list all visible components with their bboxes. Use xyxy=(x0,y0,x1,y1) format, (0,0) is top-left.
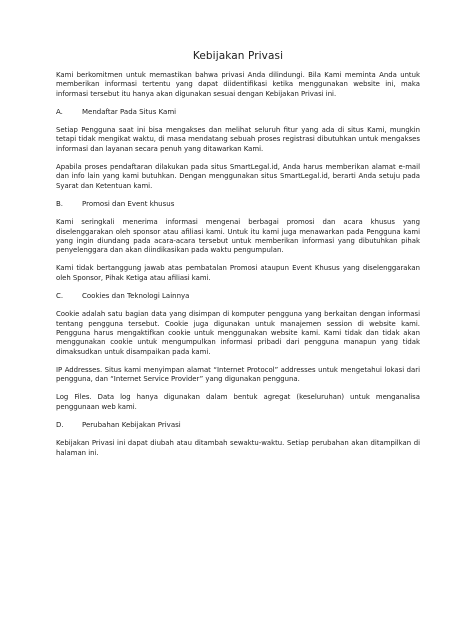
page-title: Kebijakan Privasi xyxy=(192,50,284,62)
section-title: Mendaftar Pada Situs Kami xyxy=(82,107,177,116)
section-title: Cookies dan Teknologi Lainnya xyxy=(82,292,190,301)
section-c-paragraph-1: Cookie adalah satu bagian data yang disimpan di komputer pengguna yang berkaitan dengan informasi tentang pengguna tersebut. Cookie juga digunakan untuk manajemen session di website kami. Pengguna harus mengaktifkan cookie untuk menggunakan website kami. Kami tidak dan tidak akan menggunakan cookie untuk mengumpulkan informasi pribadi dari pengguna manapun yang tidak dimaksudkan untuk disampaikan pada kami. xyxy=(56,310,420,356)
section-letter: D. xyxy=(56,421,64,430)
section-b-paragraph-1: Kami seringkali menerima informasi mengenai berbagai promosi dan acara khusus yang diselenggarakan oleh sponsor atau afiliasi kami. Untuk itu kami juga menawarkan pada Pengguna kami yang ingin diundang pada acara-acara tersebut untuk memberikan informasi yang dibutuhkan pihak penyelenggara dan akan diindikasikan pada waktu pengumpulan. xyxy=(56,218,420,255)
section-heading-a xyxy=(56,108,420,117)
section-letter: A. xyxy=(56,107,63,116)
section-title: Promosi dan Event khusus xyxy=(82,199,175,208)
section-c-paragraph-3: Log Files. Data log hanya digunakan dalam bentuk agregat (keseluruhan) untuk menganalisa penggunaan web kami. xyxy=(56,393,420,411)
section-b-paragraph-2: Kami tidak bertanggung jawab atas pembatalan Promosi ataupun Event Khusus yang diselenggarakan oleh Sponsor, Pihak Ketiga atau afiliasi kami. xyxy=(56,264,420,282)
section-heading-d xyxy=(56,421,420,430)
section-letter: C. xyxy=(56,292,64,301)
section-title: Perubahan Kebijakan Privasi xyxy=(82,421,181,430)
intro-paragraph: Kami berkomitmen untuk memastikan bahwa privasi Anda dilindungi. Bila Kami meminta Anda untuk memberikan informasi tertentu yang dapat diidentifikasi ketika menggunakan website ini, maka informasi tersebut itu hanya akan digunakan sesuai dengan Kebijakan Privasi ini. xyxy=(56,71,420,98)
section-c-paragraph-2: IP Addresses. Situs kami menyimpan alamat “Internet Protocol” addresses untuk mengetahui lokasi dari pengguna, dan “Internet Service Provider” yang digunakan pengguna. xyxy=(56,365,420,384)
section-a-paragraph-2: Apabila proses pendaftaran dilakukan pada situs SmartLegal.id, Anda harus memberikan alamat e-mail dan info lain yang kami butuhkan. Dengan menggunakan situs SmartLegal.id, berarti Anda setuju pada Syarat dan Ketentuan kami. xyxy=(56,163,420,190)
section-letter: B. xyxy=(56,199,64,208)
section-heading-b xyxy=(56,200,420,209)
section-d-paragraph-1: Kebijakan Privasi ini dapat diubah atau ditambah sewaktu-waktu. Setiap perubahan akan ditampilkan di halaman ini. xyxy=(56,439,420,457)
section-heading-c xyxy=(56,292,420,301)
section-a-paragraph-1: Setiap Pengguna saat ini bisa mengakses dan melihat seluruh fitur yang ada di situs Kami, mungkin tetapi tidak mengikat waktu, di masa mendatang sebuah proses registrasi dibutuhkan untuk mengakses informasi dan layanan secara penuh yang ditawarkan Kami. xyxy=(56,126,420,153)
